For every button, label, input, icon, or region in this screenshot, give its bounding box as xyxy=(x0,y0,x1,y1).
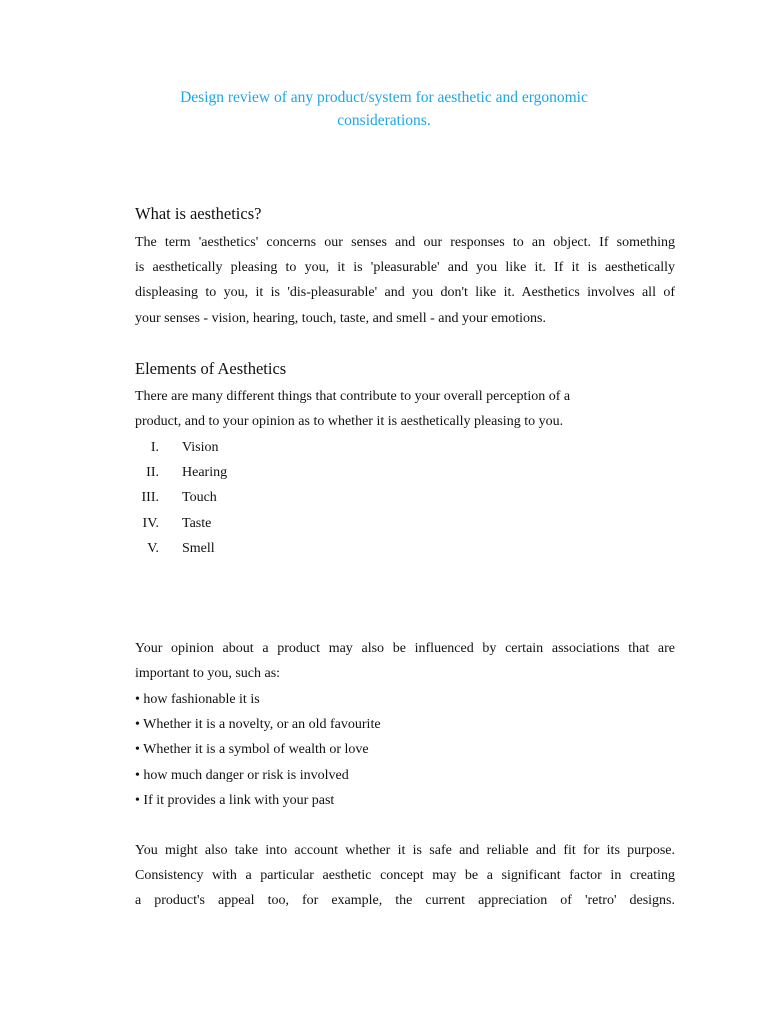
list-item-text: Touch xyxy=(182,490,217,506)
paragraph-line: your senses - vision, hearing, touch, taste, and smell - and your emotions. xyxy=(135,310,546,326)
list-numeral: V. xyxy=(147,540,159,556)
bullet-item: • If it provides a link with your past xyxy=(135,792,335,808)
paragraph-line: The term 'aesthetics' concerns our senses and our responses to an object. If something xyxy=(135,235,675,250)
list-item-text: Taste xyxy=(182,515,212,531)
paragraph-line: There are many different things that contribute to your overall perception of a xyxy=(135,389,571,404)
bullet-item: • Whether it is a novelty, or an old favourite xyxy=(135,717,381,733)
list-numeral: III. xyxy=(141,490,159,506)
list-item-text: Vision xyxy=(182,440,219,455)
document-title-line-1: Design review of any product/system for aesthetic and ergonomic xyxy=(180,89,588,106)
heading-elements-of-aesthetics: Elements of Aesthetics xyxy=(135,359,287,378)
paragraph-aesthetics-definition xyxy=(135,230,675,331)
heading-what-is-aesthetics: What is aesthetics? xyxy=(135,204,262,223)
paragraph-safety-consistency xyxy=(135,838,675,914)
paragraph-line: a product's appeal too, for example, the current appreciation of 'retro' designs. xyxy=(135,893,675,909)
associations-bullet-list xyxy=(135,687,381,813)
paragraph-line: displeasing to you, it is 'dis-pleasurable' and you don't like it. Aesthetics involves all of xyxy=(135,285,675,301)
list-item-text: Smell xyxy=(182,540,215,556)
bullet-item: • Whether it is a symbol of wealth or love xyxy=(135,742,369,758)
list-item xyxy=(135,460,228,485)
paragraph-line: is aesthetically pleasing to you, it is 'pleasurable' and you like it. If it is aesthetically xyxy=(135,260,675,276)
paragraph-associations-intro xyxy=(135,636,675,686)
paragraph-line: Your opinion about a product may also be influenced by certain associations that are xyxy=(135,641,675,656)
list-item xyxy=(135,511,212,536)
list-item xyxy=(135,485,217,510)
paragraph-line: Consistency with a particular aesthetic concept may be a significant factor in creating xyxy=(135,868,675,884)
paragraph-line: You might also take into account whether it is safe and reliable and fit for its purpose. xyxy=(135,843,675,858)
paragraph-line: important to you, such as: xyxy=(135,666,281,682)
document-title-line-2: considerations. xyxy=(337,112,431,129)
list-numeral: IV. xyxy=(142,515,159,531)
paragraph-line: product, and to your opinion as to whether it is aesthetically pleasing to you. xyxy=(135,414,564,430)
list-numeral: I. xyxy=(150,440,159,455)
list-item xyxy=(135,435,219,460)
list-item xyxy=(135,536,215,561)
senses-list xyxy=(135,435,228,561)
paragraph-elements-intro xyxy=(135,384,675,434)
list-item-text: Hearing xyxy=(182,465,228,481)
list-numeral: II. xyxy=(146,465,159,481)
bullet-item: • how much danger or risk is involved xyxy=(135,767,349,783)
document-title xyxy=(140,86,628,132)
bullet-item: • how fashionable it is xyxy=(135,692,260,707)
